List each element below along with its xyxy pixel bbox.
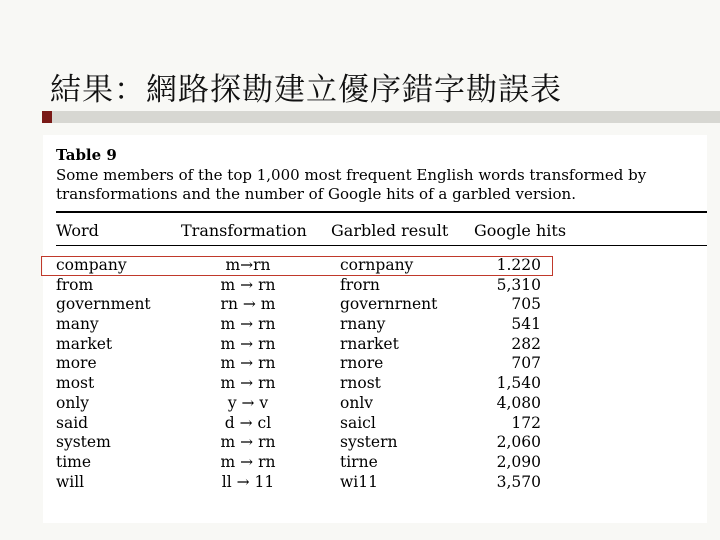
cell-word: will	[56, 472, 85, 491]
cell-word: government	[56, 295, 151, 314]
table-row	[43, 394, 707, 414]
cell-hits: 705	[511, 295, 541, 314]
table-row	[43, 276, 707, 296]
cell-word: time	[56, 452, 92, 471]
cell-transformation: ll → 11	[221, 472, 275, 491]
cell-hits: 707	[511, 354, 541, 373]
title-bar-rule	[52, 111, 720, 123]
cell-word: said	[56, 413, 89, 432]
cell-garbled: rnost	[340, 374, 381, 393]
cell-garbled: governrnent	[340, 295, 438, 314]
cell-word: many	[56, 315, 99, 334]
table-row	[43, 354, 707, 374]
table-row	[43, 433, 707, 453]
cell-word: company	[56, 256, 127, 274]
cell-garbled: wi11	[340, 472, 378, 491]
cell-transformation: d → cl	[224, 413, 272, 432]
table-row	[43, 473, 707, 493]
cell-hits: 1.220	[496, 256, 541, 274]
table-row	[43, 256, 707, 276]
slide-title: 結果：網路探勘建立優序錯字勘誤表	[50, 72, 562, 108]
cell-garbled: rnany	[340, 315, 386, 334]
table-row	[43, 374, 707, 394]
cell-transformation: rn → m	[220, 295, 276, 314]
table-caption-line-2: transformations and the number of Google hits of a garbled version.	[56, 185, 576, 203]
cell-word: system	[56, 433, 111, 452]
table-top-rule	[56, 211, 707, 213]
cell-garbled: cornpany	[340, 256, 414, 274]
table-row	[43, 453, 707, 473]
cell-garbled: rnore	[340, 354, 384, 373]
scanned-table-image	[43, 135, 707, 523]
cell-word: market	[56, 334, 113, 353]
title-bar-accent	[42, 111, 52, 123]
cell-garbled: frorn	[340, 275, 380, 294]
cell-hits: 3,570	[496, 472, 541, 491]
cell-word: only	[56, 393, 90, 412]
cell-transformation: m → rn	[220, 433, 276, 452]
cell-transformation: m → rn	[220, 374, 276, 393]
cell-hits: 172	[511, 413, 541, 432]
table-row	[43, 335, 707, 355]
cell-word: more	[56, 354, 97, 373]
cell-transformation: m→rn	[225, 256, 271, 274]
table-header-rule	[56, 245, 707, 246]
cell-hits: 4,080	[496, 393, 541, 412]
table-label: Table 9	[56, 146, 117, 164]
cell-hits: 5,310	[496, 275, 541, 294]
cell-hits: 541	[511, 315, 541, 334]
cell-word: from	[56, 275, 94, 294]
title-underline-bar	[42, 111, 720, 123]
header-garbled-result: Garbled result	[331, 221, 449, 240]
cell-hits: 2,060	[496, 433, 541, 452]
cell-garbled: systern	[340, 433, 398, 452]
header-word: Word	[56, 221, 99, 240]
cell-word: most	[56, 374, 95, 393]
cell-garbled: onlv	[340, 393, 374, 412]
cell-hits: 282	[511, 334, 541, 353]
table-body	[43, 256, 707, 492]
table-row	[43, 295, 707, 315]
header-google-hits: Google hits	[474, 221, 567, 240]
cell-transformation: m → rn	[220, 334, 276, 353]
cell-garbled: tirne	[340, 452, 378, 471]
table-row	[43, 315, 707, 335]
cell-transformation: m → rn	[220, 452, 276, 471]
cell-transformation: y → v	[227, 393, 269, 412]
cell-garbled: saicl	[340, 413, 376, 432]
cell-garbled: rnarket	[340, 334, 399, 353]
cell-transformation: m → rn	[220, 275, 276, 294]
cell-transformation: m → rn	[220, 354, 276, 373]
table-caption-line-1: Some members of the top 1,000 most frequent English words transformed by	[56, 166, 647, 184]
cell-hits: 2,090	[496, 452, 541, 471]
cell-hits: 1,540	[496, 374, 541, 393]
table-row	[43, 414, 707, 434]
header-transformation: Transformation	[181, 221, 307, 240]
cell-transformation: m → rn	[220, 315, 276, 334]
